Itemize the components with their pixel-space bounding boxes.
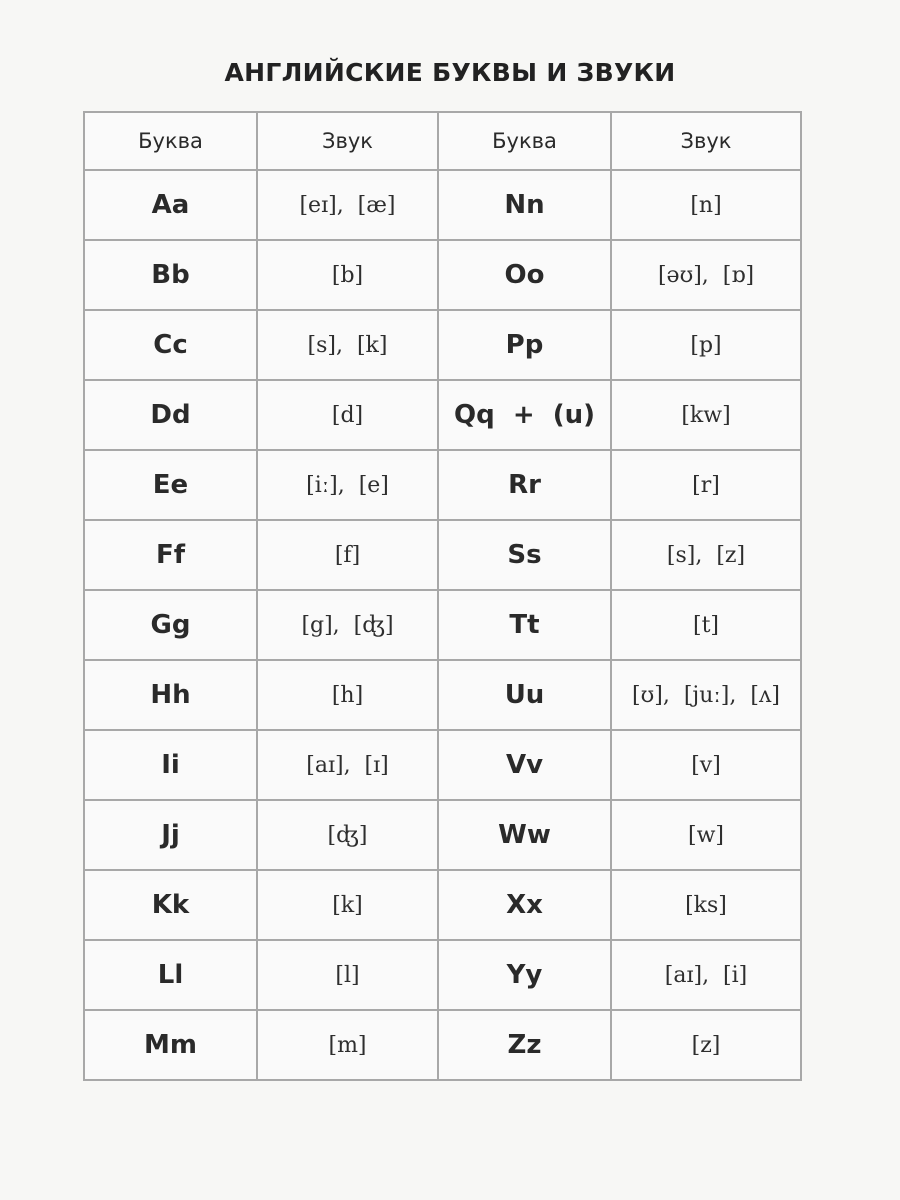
letter-cell: Nn [438, 170, 611, 240]
letter-cell: Ww [438, 800, 611, 870]
sound-cell: [w] [611, 800, 801, 870]
sound-cell: [r] [611, 450, 801, 520]
letter-cell: Cc [84, 310, 257, 380]
letter-cell: Tt [438, 590, 611, 660]
letter-cell: Pp [438, 310, 611, 380]
alphabet-table [83, 111, 802, 1081]
table-row [84, 520, 801, 590]
sound-cell: [z] [611, 1010, 801, 1080]
header-sound: Звук [611, 112, 801, 170]
letter-cell: Kk [84, 870, 257, 940]
sound-cell: [p] [611, 310, 801, 380]
letter-cell: Ss [438, 520, 611, 590]
header-letter: Буква [438, 112, 611, 170]
table-row [84, 800, 801, 870]
sound-cell: [s], [z] [611, 520, 801, 590]
sound-cell: [m] [257, 1010, 438, 1080]
sound-cell: [v] [611, 730, 801, 800]
header-sound: Звук [257, 112, 438, 170]
table-row [84, 660, 801, 730]
sound-cell: [eɪ], [æ] [257, 170, 438, 240]
sound-cell: [kw] [611, 380, 801, 450]
sound-cell: [iː], [e] [257, 450, 438, 520]
table-row [84, 310, 801, 380]
table-header-row [84, 112, 801, 170]
letter-cell: Ii [84, 730, 257, 800]
letter-cell: Vv [438, 730, 611, 800]
sound-cell: [əʊ], [ɒ] [611, 240, 801, 310]
letter-cell: Oo [438, 240, 611, 310]
sound-cell: [d] [257, 380, 438, 450]
table-row [84, 450, 801, 520]
sound-cell: [ʊ], [juː], [ʌ] [611, 660, 801, 730]
table-row [84, 730, 801, 800]
letter-cell: Yy [438, 940, 611, 1010]
header-letter: Буква [84, 112, 257, 170]
sound-cell: [s], [k] [257, 310, 438, 380]
letter-cell: Gg [84, 590, 257, 660]
table-row [84, 380, 801, 450]
letter-cell: Uu [438, 660, 611, 730]
sound-cell: [k] [257, 870, 438, 940]
table-row [84, 1010, 801, 1080]
letter-cell: Bb [84, 240, 257, 310]
letter-cell: Xx [438, 870, 611, 940]
table-row [84, 170, 801, 240]
sound-cell: [f] [257, 520, 438, 590]
letter-cell: Ff [84, 520, 257, 590]
sound-cell: [aɪ], [ɪ] [257, 730, 438, 800]
sound-cell: [l] [257, 940, 438, 1010]
sound-cell: [ʤ] [257, 800, 438, 870]
letter-cell: Zz [438, 1010, 611, 1080]
letter-cell: Jj [84, 800, 257, 870]
table-row [84, 940, 801, 1010]
sound-cell: [n] [611, 170, 801, 240]
sound-cell: [h] [257, 660, 438, 730]
letter-cell: Qq + (u) [438, 380, 611, 450]
letter-cell: Dd [84, 380, 257, 450]
sound-cell: [ks] [611, 870, 801, 940]
page-title: АНГЛИЙСКИЕ БУКВЫ И ЗВУКИ [224, 58, 676, 87]
letter-cell: Ee [84, 450, 257, 520]
letter-cell: Hh [84, 660, 257, 730]
sound-cell: [g], [ʤ] [257, 590, 438, 660]
letter-cell: Mm [84, 1010, 257, 1080]
sound-cell: [b] [257, 240, 438, 310]
letter-cell: Ll [84, 940, 257, 1010]
letter-cell: Aa [84, 170, 257, 240]
sound-cell: [t] [611, 590, 801, 660]
sound-cell: [aɪ], [i] [611, 940, 801, 1010]
table-row [84, 240, 801, 310]
letter-cell: Rr [438, 450, 611, 520]
table-row [84, 870, 801, 940]
table-row [84, 590, 801, 660]
